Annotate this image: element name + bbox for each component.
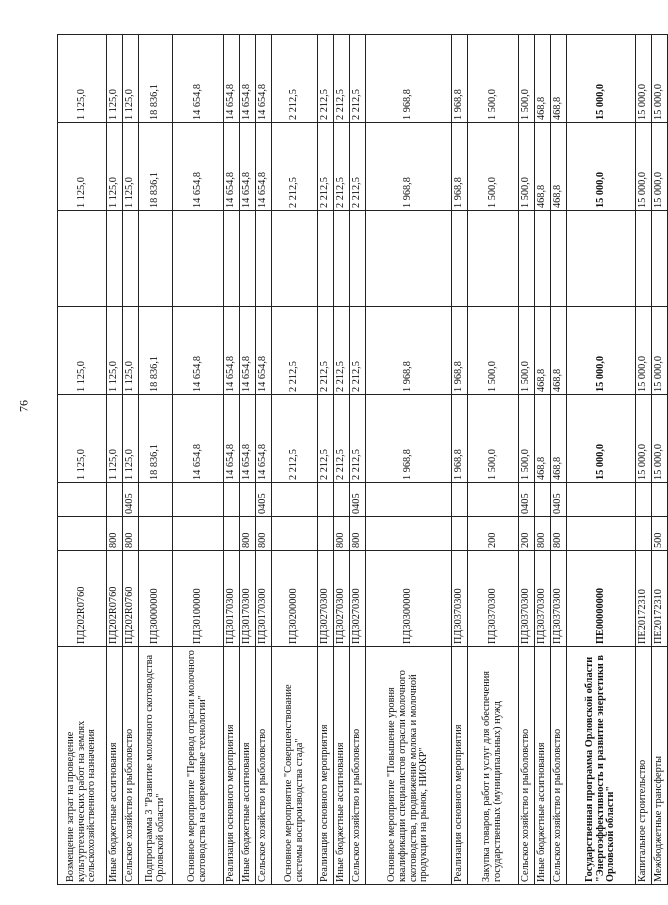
row-value-d: 2 212,5	[318, 123, 334, 211]
row-rz	[366, 483, 452, 517]
row-vr	[318, 517, 334, 551]
table-row	[240, 35, 256, 885]
row-value-c	[468, 211, 519, 307]
row-value-a: 1 968,8	[452, 395, 468, 483]
row-name: Основное мероприятие "Повышение уровня квалификации специалистов отрасли молочного скотоводства, продвижение молока и молочной продукции на рынок, НИОКР"	[366, 647, 452, 885]
page-number: 76	[16, 400, 31, 412]
table-row	[519, 35, 535, 885]
row-value-d: 2 212,5	[272, 123, 318, 211]
row-rz	[636, 483, 652, 517]
row-value-c	[272, 211, 318, 307]
row-name: Иные бюджетные ассигнования	[107, 647, 123, 885]
row-value-d: 1 500,0	[519, 123, 535, 211]
row-value-e: 2 212,5	[272, 35, 318, 123]
row-value-c	[652, 211, 668, 307]
row-vr	[58, 517, 107, 551]
row-csr: ПД30170300	[224, 551, 240, 647]
row-vr: 800	[107, 517, 123, 551]
row-name: Реализация основного мероприятия	[224, 647, 240, 885]
row-value-b: 1 125,0	[123, 307, 139, 395]
row-vr: 800	[350, 517, 366, 551]
row-csr: ПД30270300	[334, 551, 350, 647]
row-value-a: 14 654,8	[240, 395, 256, 483]
row-value-b: 468,8	[535, 307, 551, 395]
row-value-e: 2 212,5	[350, 35, 366, 123]
row-vr: 200	[519, 517, 535, 551]
row-csr: ПД202R0760	[107, 551, 123, 647]
table-row	[58, 35, 107, 885]
table-row	[107, 35, 123, 885]
table-row	[123, 35, 139, 885]
row-value-b: 1 125,0	[107, 307, 123, 395]
row-value-e: 14 654,8	[173, 35, 224, 123]
row-value-d: 1 968,8	[452, 123, 468, 211]
row-value-d: 1 500,0	[468, 123, 519, 211]
row-value-a: 1 968,8	[366, 395, 452, 483]
row-name: Основное мероприятие "Совершенствование системы воспроизводства стада"	[272, 647, 318, 885]
row-vr	[452, 517, 468, 551]
row-value-a: 2 212,5	[318, 395, 334, 483]
row-value-d: 2 212,5	[334, 123, 350, 211]
row-vr: 800	[551, 517, 567, 551]
row-value-a: 14 654,8	[256, 395, 272, 483]
row-name: Иные бюджетные ассигнования	[535, 647, 551, 885]
row-value-e: 1 500,0	[468, 35, 519, 123]
row-value-c	[366, 211, 452, 307]
row-value-c	[452, 211, 468, 307]
table-row	[334, 35, 350, 885]
row-csr: ПД30370300	[519, 551, 535, 647]
row-value-b: 1 968,8	[452, 307, 468, 395]
row-vr	[173, 517, 224, 551]
row-csr: ПД30200000	[272, 551, 318, 647]
row-value-a: 2 212,5	[334, 395, 350, 483]
row-value-a: 1 500,0	[519, 395, 535, 483]
row-rz	[272, 483, 318, 517]
row-value-a: 1 125,0	[107, 395, 123, 483]
row-value-c	[256, 211, 272, 307]
table-row	[468, 35, 519, 885]
row-value-e: 468,8	[551, 35, 567, 123]
row-value-c	[551, 211, 567, 307]
row-value-c	[318, 211, 334, 307]
table-row	[272, 35, 318, 885]
row-csr: ПД30370300	[468, 551, 519, 647]
budget-table	[57, 34, 668, 885]
row-vr	[567, 517, 636, 551]
row-name: Реализация основного мероприятия	[318, 647, 334, 885]
row-value-a: 14 654,8	[173, 395, 224, 483]
row-value-e: 15 000,0	[652, 35, 668, 123]
row-csr: ПЕ20172310	[652, 551, 668, 647]
row-vr: 800	[535, 517, 551, 551]
row-csr: ПД30100000	[173, 551, 224, 647]
row-vr: 800	[240, 517, 256, 551]
table-row	[366, 35, 452, 885]
row-value-e: 1 968,8	[452, 35, 468, 123]
row-vr	[366, 517, 452, 551]
row-value-e: 1 968,8	[366, 35, 452, 123]
table-row	[350, 35, 366, 885]
row-name: Капитальное строительство	[636, 647, 652, 885]
row-rz	[240, 483, 256, 517]
row-value-d: 468,8	[551, 123, 567, 211]
row-csr: ПЕ00000000	[567, 551, 636, 647]
rotated-table-container	[57, 35, 665, 885]
row-value-d: 2 212,5	[350, 123, 366, 211]
row-vr: 200	[468, 517, 519, 551]
row-rz	[139, 483, 173, 517]
row-value-e: 1 125,0	[107, 35, 123, 123]
row-rz: 0405	[551, 483, 567, 517]
row-csr: ПД202R0760	[123, 551, 139, 647]
row-value-b: 1 500,0	[519, 307, 535, 395]
row-value-d: 14 654,8	[240, 123, 256, 211]
row-value-b: 1 968,8	[366, 307, 452, 395]
row-value-b: 14 654,8	[256, 307, 272, 395]
row-value-b: 2 212,5	[350, 307, 366, 395]
row-value-b: 1 500,0	[468, 307, 519, 395]
row-value-a: 468,8	[535, 395, 551, 483]
row-rz	[173, 483, 224, 517]
row-csr: ПД30370300	[551, 551, 567, 647]
row-rz	[107, 483, 123, 517]
row-value-b: 18 836,1	[139, 307, 173, 395]
row-rz	[318, 483, 334, 517]
row-value-a: 15 000,0	[567, 395, 636, 483]
row-csr: ПД30170300	[240, 551, 256, 647]
row-rz	[652, 483, 668, 517]
row-vr: 800	[123, 517, 139, 551]
row-value-e: 14 654,8	[256, 35, 272, 123]
row-name: Основное мероприятие "Перевод отрасли молочного скотоводства на современные технологии"	[173, 647, 224, 885]
row-name: Сельское хозяйство и рыболовство	[350, 647, 366, 885]
table-row	[173, 35, 224, 885]
row-rz	[567, 483, 636, 517]
row-name: Сельское хозяйство и рыболовство	[519, 647, 535, 885]
row-value-a: 468,8	[551, 395, 567, 483]
row-value-d: 1 968,8	[366, 123, 452, 211]
row-rz: 0405	[350, 483, 366, 517]
row-rz	[224, 483, 240, 517]
row-value-b: 2 212,5	[318, 307, 334, 395]
row-rz	[468, 483, 519, 517]
row-value-a: 14 654,8	[224, 395, 240, 483]
row-name: Закупка товаров, работ и услуг для обеспечения государственных (муниципальных) нужд	[468, 647, 519, 885]
row-vr	[139, 517, 173, 551]
row-value-d: 15 000,0	[636, 123, 652, 211]
row-csr: ПД30370300	[452, 551, 468, 647]
row-name: Государственная программа Орловской области "Энергоэффективность и развитие энергетики в Орловской области"	[567, 647, 636, 885]
row-csr: ПД30300000	[366, 551, 452, 647]
table-row	[652, 35, 668, 885]
row-vr: 800	[256, 517, 272, 551]
row-value-c	[567, 211, 636, 307]
row-value-b: 14 654,8	[240, 307, 256, 395]
row-value-d: 14 654,8	[224, 123, 240, 211]
row-csr: ПД30000000	[139, 551, 173, 647]
row-value-b: 14 654,8	[173, 307, 224, 395]
row-value-d: 1 125,0	[58, 123, 107, 211]
row-name: Подпрограмма 3 "Развитие молочного скотоводства Орловской области"	[139, 647, 173, 885]
row-value-a: 1 500,0	[468, 395, 519, 483]
row-csr: ПД30270300	[318, 551, 334, 647]
row-value-c	[240, 211, 256, 307]
row-rz	[452, 483, 468, 517]
row-name: Сельское хозяйство и рыболовство	[123, 647, 139, 885]
row-value-b: 15 000,0	[567, 307, 636, 395]
row-value-c	[58, 211, 107, 307]
row-value-a: 18 836,1	[139, 395, 173, 483]
row-value-a: 1 125,0	[58, 395, 107, 483]
row-value-b: 468,8	[551, 307, 567, 395]
table-row	[224, 35, 240, 885]
row-value-a: 2 212,5	[272, 395, 318, 483]
row-vr: 800	[334, 517, 350, 551]
row-value-b: 14 654,8	[224, 307, 240, 395]
row-value-c	[519, 211, 535, 307]
row-value-c	[334, 211, 350, 307]
row-rz: 0405	[519, 483, 535, 517]
row-value-d: 15 000,0	[652, 123, 668, 211]
table-row	[318, 35, 334, 885]
row-value-e: 1 125,0	[123, 35, 139, 123]
row-name: Реализация основного мероприятия	[452, 647, 468, 885]
row-value-c	[224, 211, 240, 307]
row-value-e: 468,8	[535, 35, 551, 123]
row-value-e: 2 212,5	[318, 35, 334, 123]
row-csr: ПД30170300	[256, 551, 272, 647]
row-value-b: 2 212,5	[272, 307, 318, 395]
row-value-c	[350, 211, 366, 307]
row-value-c	[123, 211, 139, 307]
row-value-d: 468,8	[535, 123, 551, 211]
row-value-c	[636, 211, 652, 307]
row-vr: 500	[652, 517, 668, 551]
row-value-d: 15 000,0	[567, 123, 636, 211]
row-value-a: 15 000,0	[652, 395, 668, 483]
row-value-c	[139, 211, 173, 307]
row-rz	[334, 483, 350, 517]
row-value-c	[107, 211, 123, 307]
row-csr: ПД30370300	[535, 551, 551, 647]
row-value-e: 15 000,0	[567, 35, 636, 123]
row-value-a: 2 212,5	[350, 395, 366, 483]
row-value-a: 1 125,0	[123, 395, 139, 483]
row-rz: 0405	[123, 483, 139, 517]
row-csr: ПД202R0760	[58, 551, 107, 647]
table-row	[256, 35, 272, 885]
row-name: Межбюджетные трансферты	[652, 647, 668, 885]
row-value-d: 1 125,0	[107, 123, 123, 211]
row-value-b: 1 125,0	[58, 307, 107, 395]
row-value-b: 2 212,5	[334, 307, 350, 395]
page-number-strip	[0, 0, 48, 905]
row-value-b: 15 000,0	[636, 307, 652, 395]
table-row	[551, 35, 567, 885]
table-row	[139, 35, 173, 885]
row-value-c	[535, 211, 551, 307]
row-value-e: 1 500,0	[519, 35, 535, 123]
row-value-e: 15 000,0	[636, 35, 652, 123]
table-body	[58, 35, 668, 885]
row-rz	[535, 483, 551, 517]
table-row	[535, 35, 551, 885]
row-value-a: 15 000,0	[636, 395, 652, 483]
row-value-c	[173, 211, 224, 307]
row-csr: ПД30270300	[350, 551, 366, 647]
row-value-e: 14 654,8	[240, 35, 256, 123]
row-value-d: 1 125,0	[123, 123, 139, 211]
row-value-d: 18 836,1	[139, 123, 173, 211]
table-row	[567, 35, 636, 885]
row-value-e: 18 836,1	[139, 35, 173, 123]
row-value-e: 2 212,5	[334, 35, 350, 123]
row-vr	[636, 517, 652, 551]
table-row	[636, 35, 652, 885]
row-rz	[58, 483, 107, 517]
row-name: Иные бюджетные ассигнования	[334, 647, 350, 885]
row-name: Иные бюджетные ассигнования	[240, 647, 256, 885]
row-value-d: 14 654,8	[256, 123, 272, 211]
row-value-b: 15 000,0	[652, 307, 668, 395]
row-name: Сельское хозяйство и рыболовство	[256, 647, 272, 885]
row-name: Возмещение затрат на проведение культуртехнических работ на землях сельскохозяйственного назначения	[58, 647, 107, 885]
table-row	[452, 35, 468, 885]
row-value-e: 1 125,0	[58, 35, 107, 123]
row-vr	[272, 517, 318, 551]
row-name: Сельское хозяйство и рыболовство	[551, 647, 567, 885]
row-rz: 0405	[256, 483, 272, 517]
row-csr: ПЕ20172310	[636, 551, 652, 647]
row-value-d: 14 654,8	[173, 123, 224, 211]
row-vr	[224, 517, 240, 551]
row-value-e: 14 654,8	[224, 35, 240, 123]
